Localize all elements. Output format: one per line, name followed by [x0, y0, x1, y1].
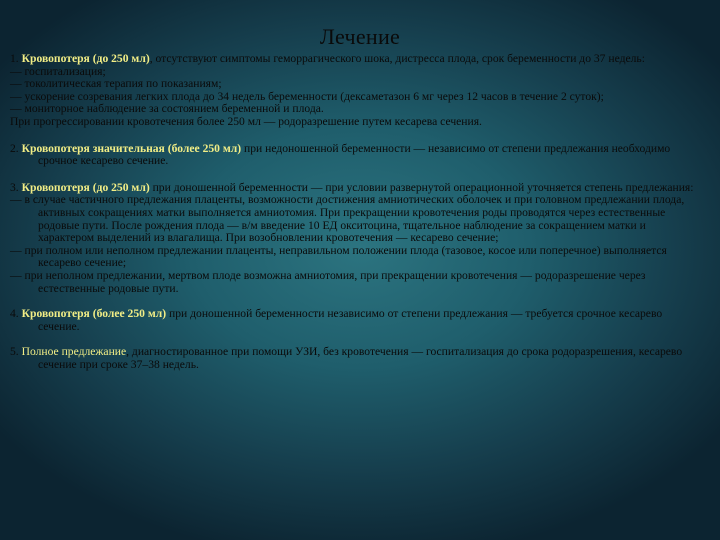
- item-2-highlight: Кровопотеря значительная (более 250 мл): [21, 141, 242, 155]
- item-3-bullet-3: — при неполном предлежании, мертвом плоде возможна амниотомия, при прекращении кровотечения — родоразрешение через естественные родовые пути.: [10, 268, 646, 295]
- item-1-bullet-2: — токолитическая терапия по показаниям;: [10, 77, 222, 91]
- item-1-number: 1.: [10, 52, 22, 65]
- item-1-highlight: Кровопотеря (до 250 мл): [21, 52, 150, 65]
- item-3-highlight: Кровопотеря (до 250 мл): [21, 180, 150, 194]
- item-2: [10, 143, 700, 168]
- item-1: [10, 53, 700, 66]
- item-5-highlight: Полное предлежание: [21, 345, 127, 359]
- slide-content: [10, 53, 700, 371]
- item-4-number: 4.: [10, 307, 22, 321]
- item-3-bullet-2: — при полном или неполном предлежании плаценты, неправильном положении плода (тазовое, косое или поперечное) выполняется кесарево сечение;: [10, 243, 667, 270]
- item-1-bullet-3: — ускорение созревания легких плода до 34 недель беременности (дексаметазон 6 мг через 12 часов в течение 2 суток);: [10, 89, 604, 103]
- item-1-bullet-1: — госпитализация;: [10, 64, 106, 78]
- item-1-bullet-5: При прогрессировании кровотечения более 250 мл — родоразрешение путем кесарева сечения.: [10, 114, 482, 128]
- item-5-text: , диагностированное при помощи УЗИ, без кровотечения — госпитализация до срока родоразрешения, кесарево сечение при сроке 37–38 недель.: [38, 345, 683, 371]
- item-4-text: при доношенной беременности независимо от степени предлежания — требуется срочное кесарево сечение.: [38, 307, 663, 333]
- item-3-number: 3.: [10, 180, 22, 194]
- item-4: [10, 308, 700, 333]
- item-5: [10, 346, 700, 371]
- item-1-text: , отсутствуют симптомы геморрагического шока, дистресса плода, срок беременности до 37 недель:: [149, 52, 645, 65]
- item-3-bullet-1: — в случае частичного предлежания плаценты, возможности достижения амниотических оболочек и при головном предлежании плода, активных сокращениях матки выполняется амниотомия. При прекращении кровотечения роды проводятся через естественные родовые пути. После рождения плода — в/м введение 10 ЕД окситоцина, тщательное наблюдение за сокращением матки и характером выделений из влагалища. При возобновлении кровотечения — кесарево сечение;: [10, 193, 685, 245]
- item-5-number: 5.: [10, 345, 22, 359]
- slide-title: Лечение: [319, 24, 401, 49]
- item-3-text: при доношенной беременности — при условии развернутой операционной уточняется степень предлежания:: [149, 180, 694, 194]
- item-2-text: при недоношенной беременности — независимо от степени предлежания необходимо срочное кесарево сечение.: [38, 141, 671, 168]
- item-2-number: 2.: [10, 141, 22, 155]
- item-1-bullet-4: — мониторное наблюдение за состоянием беременной и плода.: [10, 102, 324, 116]
- item-4-highlight: Кровопотеря (более 250 мл): [21, 307, 167, 321]
